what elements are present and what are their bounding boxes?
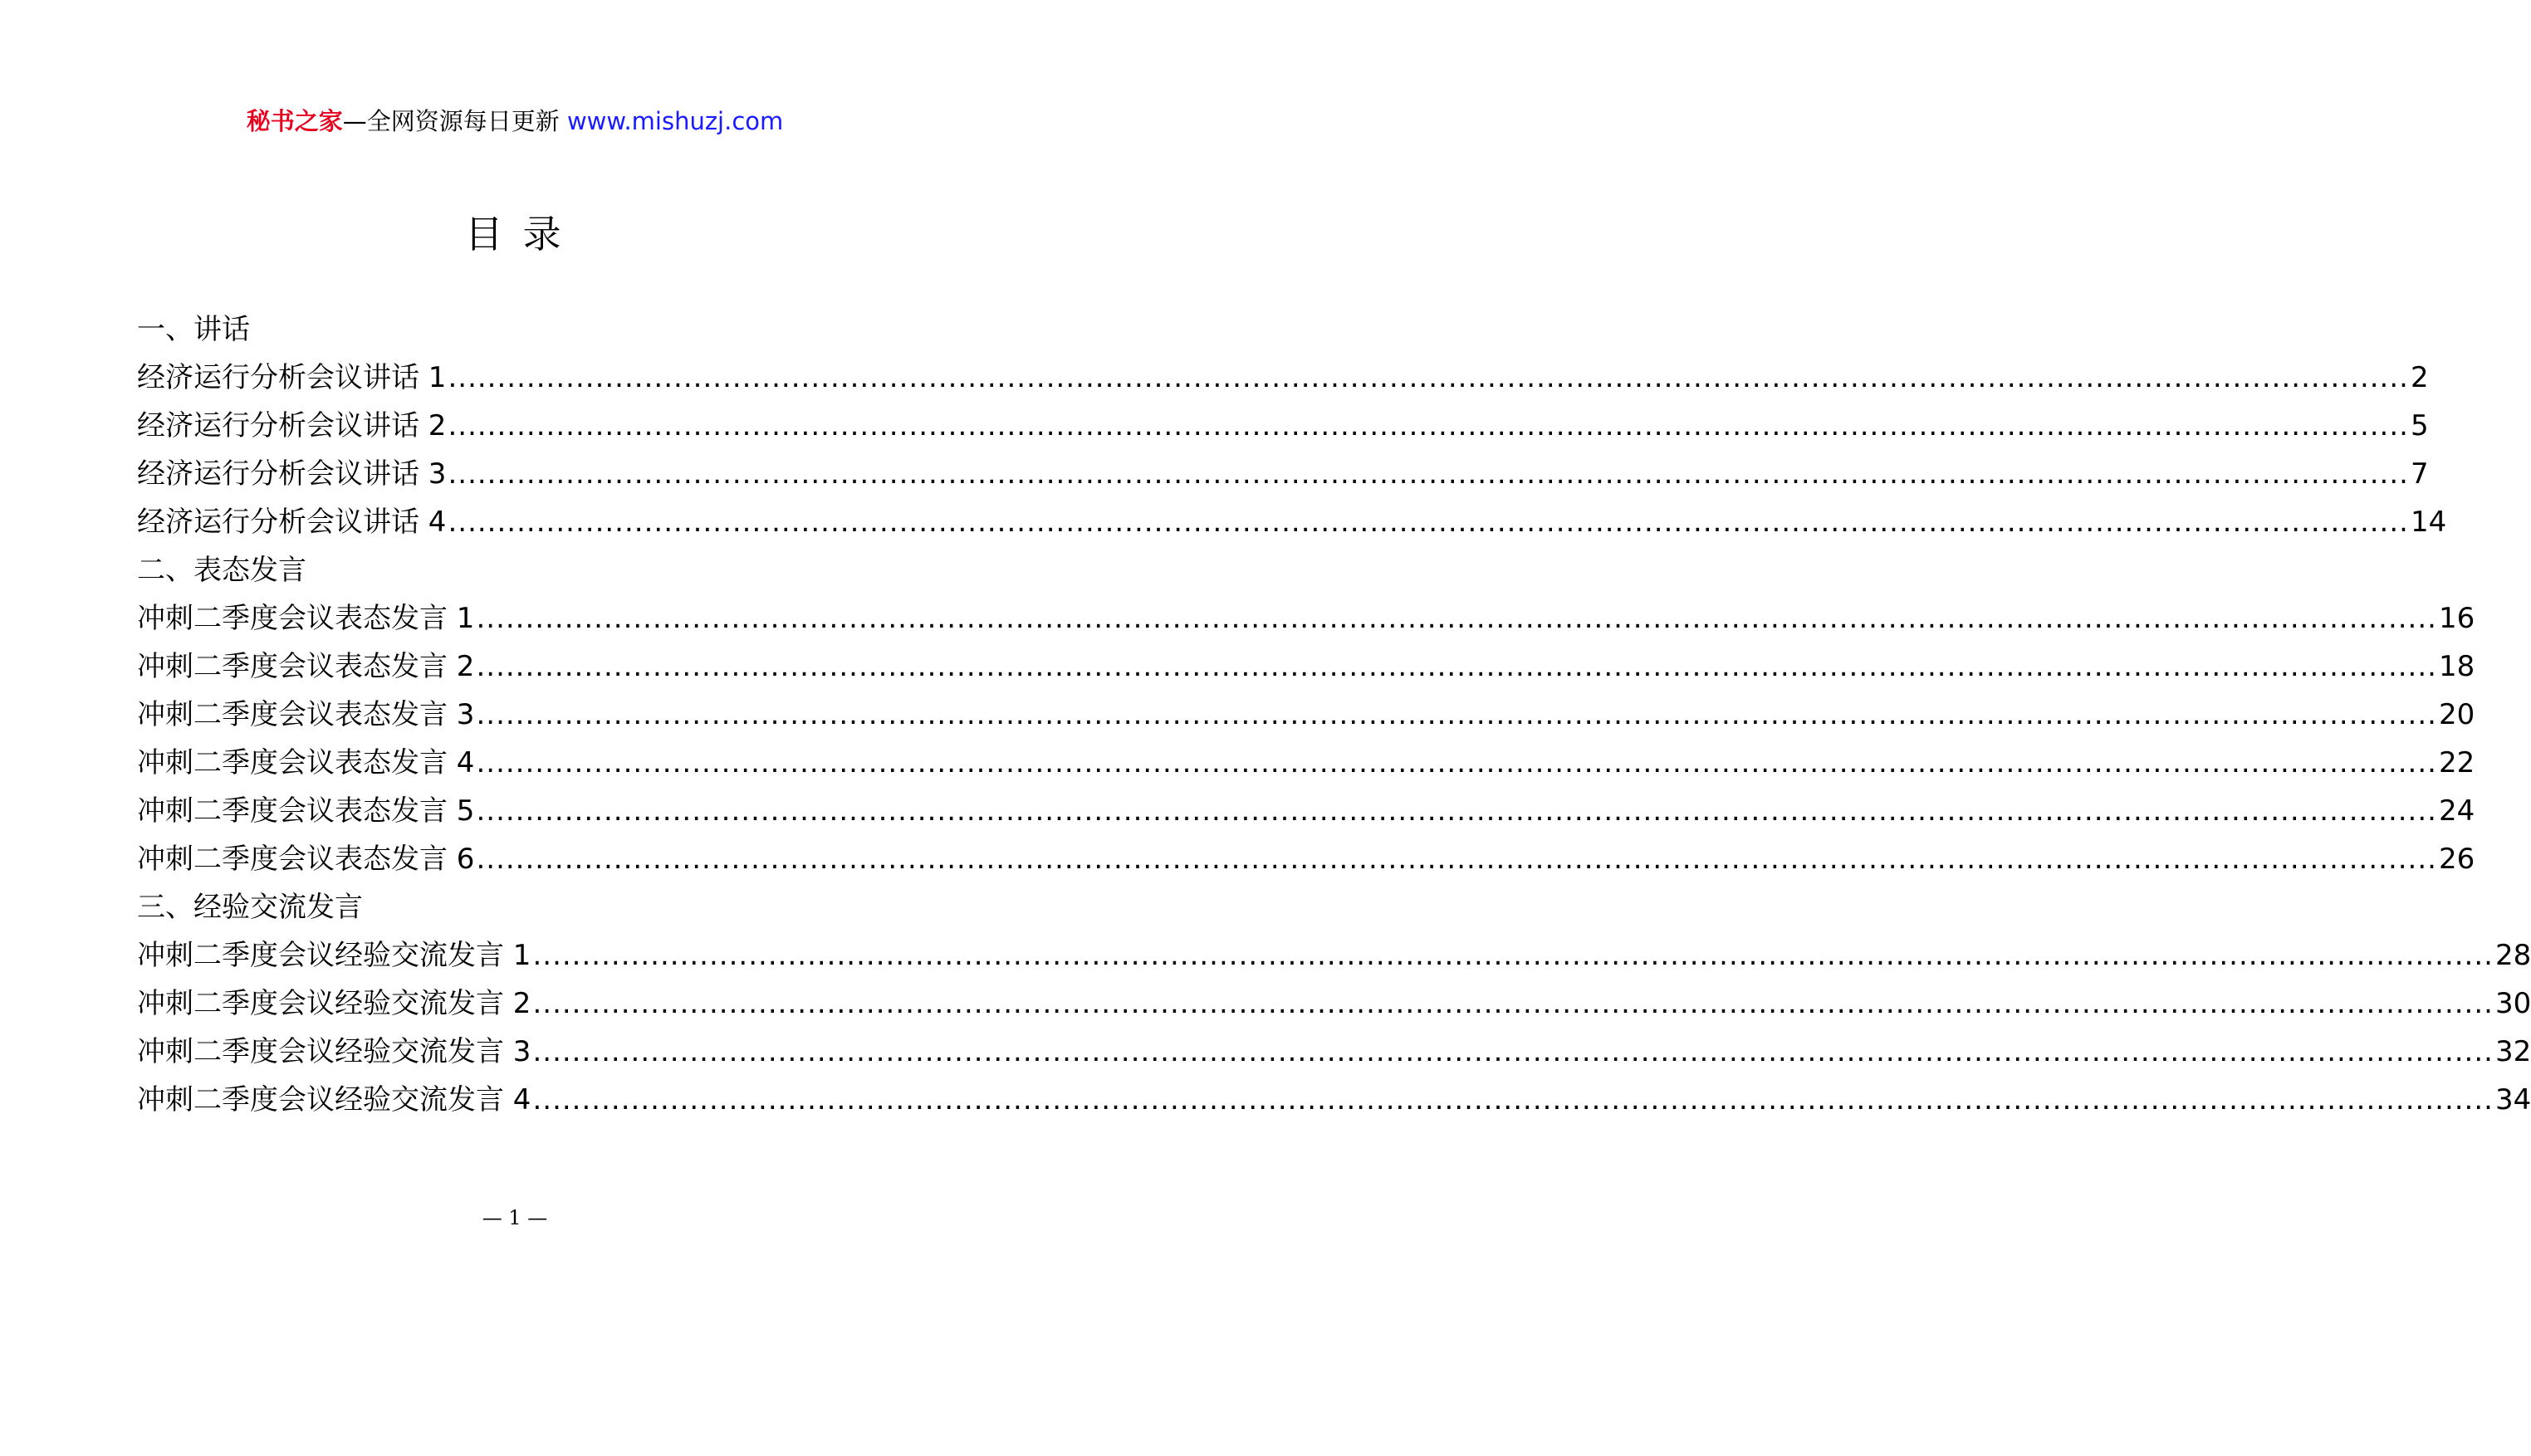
toc-section-heading: 二、表态发言 [137,554,306,587]
page-title: 目 录 [464,212,565,257]
toc-entry-title: 冲刺二季度会议表态发言 1 [137,602,475,635]
toc-entry-page: 26 [2438,843,2475,876]
dot-leader: ........................................................................................................................................................................................................ [532,939,2494,972]
toc-entry-title: 冲刺二季度会议表态发言 4 [137,746,475,779]
dot-leader: ........................................................................................................................................................................................................ [532,1083,2494,1116]
toc-entry-page: 18 [2438,650,2475,683]
website-link[interactable]: www.mishuzj.com [566,107,784,135]
dot-leader: ........................................................................................................................................................................................................ [448,409,2409,442]
toc-entry-title: 冲刺二季度会议表态发言 2 [137,650,475,683]
toc-section-heading: 一、讲话 [137,313,250,346]
toc-entry[interactable] [137,739,2475,787]
toc-entry-title: 冲刺二季度会议表态发言 6 [137,843,475,876]
toc-entry[interactable] [137,450,2429,498]
toc-entry[interactable] [137,980,2531,1028]
toc-entry-page: 34 [2494,1083,2531,1116]
toc-entry[interactable] [137,498,2447,546]
toc-entry[interactable] [137,931,2531,980]
toc-entry-title: 经济运行分析会议讲话 3 [137,457,447,491]
toc-entry[interactable] [137,354,2429,402]
toc-entry-page: 22 [2438,746,2475,779]
toc-entry-page: 30 [2494,987,2531,1020]
dot-leader: ........................................................................................................................................................................................................ [476,794,2437,828]
toc-entry[interactable] [137,1076,2531,1124]
toc-entry[interactable] [137,402,2429,450]
header-slogan: —全网资源每日更新 [342,107,567,135]
toc-entry-page: 5 [2410,409,2429,442]
toc-entry[interactable] [137,835,2475,883]
toc-entry-title: 冲刺二季度会议表态发言 3 [137,698,475,731]
dot-leader: ........................................................................................................................................................................................................ [532,987,2494,1020]
toc-entry-page: 16 [2438,602,2475,635]
toc-entry-title: 经济运行分析会议讲话 1 [137,361,447,394]
toc-entry[interactable] [137,787,2475,835]
toc-entry-title: 冲刺二季度会议表态发言 5 [137,794,475,828]
toc-entry-title: 冲刺二季度会议经验交流发言 4 [137,1083,531,1116]
toc-entry-title: 冲刺二季度会议经验交流发言 1 [137,939,531,972]
toc-entry-page: 2 [2410,361,2429,394]
toc-entry-page: 24 [2438,794,2475,828]
toc-entry-page: 7 [2410,457,2429,491]
toc-section-heading: 三、经验交流发言 [137,891,363,924]
toc-entry-title: 经济运行分析会议讲话 2 [137,409,447,442]
toc-entry-title: 冲刺二季度会议经验交流发言 2 [137,987,531,1020]
toc-entry-title: 经济运行分析会议讲话 4 [137,506,447,539]
page-header [0,105,1030,138]
toc-entry[interactable] [137,594,2475,642]
toc-entry-page: 32 [2494,1035,2531,1068]
toc-entry[interactable] [137,642,2475,691]
dot-leader: ........................................................................................................................................................................................................ [476,698,2437,731]
toc-entry[interactable] [137,1028,2531,1076]
dot-leader: ........................................................................................................................................................................................................ [476,650,2437,683]
page-number: — 1 — [482,1206,548,1229]
toc-entry[interactable] [137,691,2475,739]
dot-leader: ........................................................................................................................................................................................................ [448,506,2409,539]
dot-leader: ........................................................................................................................................................................................................ [476,602,2437,635]
toc-entry-page: 14 [2410,506,2447,539]
brand-name: 秘书之家 [246,107,343,135]
table-of-contents [137,305,2531,1124]
toc-entry-page: 20 [2438,698,2475,731]
dot-leader: ........................................................................................................................................................................................................ [532,1035,2494,1068]
dot-leader: ........................................................................................................................................................................................................ [476,843,2437,876]
dot-leader: ........................................................................................................................................................................................................ [448,361,2409,394]
dot-leader: ........................................................................................................................................................................................................ [476,746,2437,779]
toc-entry-title: 冲刺二季度会议经验交流发言 3 [137,1035,531,1068]
toc-entry-page: 28 [2494,939,2531,972]
dot-leader: ........................................................................................................................................................................................................ [448,457,2409,491]
